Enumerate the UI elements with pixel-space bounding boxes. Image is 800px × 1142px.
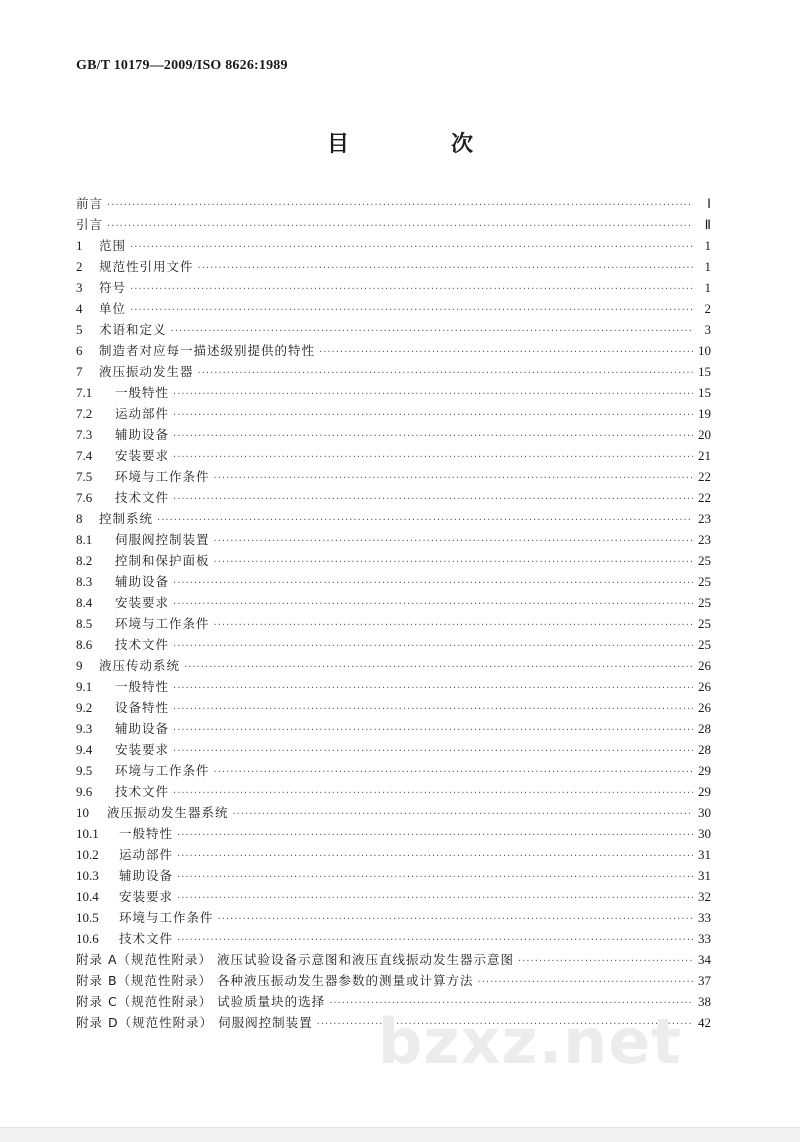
toc-entry[interactable] <box>76 760 711 781</box>
toc-leader-dots <box>177 846 693 867</box>
toc-leader-dots <box>177 825 693 846</box>
toc-leader-dots <box>233 804 693 825</box>
watermark: bzxz.net <box>378 1005 682 1078</box>
toc-entry-page: 25 <box>698 595 711 610</box>
toc-entry[interactable] <box>76 424 711 445</box>
toc-entry-number: 7.2 <box>76 406 93 421</box>
toc-entry[interactable] <box>76 823 711 844</box>
toc-entry-title: 运动部件 <box>115 406 170 421</box>
toc-entry-page: 25 <box>698 574 711 589</box>
toc-leader-dots <box>171 321 693 342</box>
toc-entry[interactable] <box>76 508 711 529</box>
toc-entry[interactable] <box>76 802 711 823</box>
toc-entry[interactable] <box>76 361 711 382</box>
toc-entry-title: 单位 <box>99 301 127 316</box>
toc-entry-page: 21 <box>698 448 711 463</box>
toc-entry-page: 22 <box>698 469 711 484</box>
page-bottom-edge <box>0 1127 800 1142</box>
toc-leader-dots <box>107 195 693 216</box>
toc-entry-page: 33 <box>698 910 711 925</box>
toc-leader-dots <box>173 426 693 447</box>
toc-entry[interactable] <box>76 676 711 697</box>
toc-entry[interactable] <box>76 277 711 298</box>
toc-entry-page: 37 <box>698 973 711 988</box>
toc-entry[interactable] <box>76 571 711 592</box>
toc-leader-dots <box>130 237 693 258</box>
toc-entry-page: 29 <box>698 784 711 799</box>
toc-entry[interactable] <box>76 319 711 340</box>
toc-entry-number: 9.3 <box>76 721 93 736</box>
toc-entry-page: 31 <box>698 847 711 862</box>
toc-leader-dots <box>214 762 693 783</box>
toc-entry-title: 控制系统 <box>99 511 154 526</box>
toc-entry-page: 26 <box>698 679 711 694</box>
toc-leader-dots <box>214 615 693 636</box>
toc-entry-number: 1 <box>76 238 83 253</box>
toc-entry-page: 25 <box>698 553 711 568</box>
toc-entry[interactable] <box>76 718 711 739</box>
toc-entry-title: 附录 A（规范性附录） 液压试验设备示意图和液压直线振动发生器示意图 <box>76 952 514 967</box>
toc-entry-title: 辅助设备 <box>115 427 170 442</box>
page-title: 目 次 <box>326 132 513 157</box>
toc-entry[interactable] <box>76 844 711 865</box>
toc-leader-dots <box>177 888 693 909</box>
toc-entry-title: 一般特性 <box>115 679 170 694</box>
toc-entry-page: 26 <box>698 700 711 715</box>
toc-entry-title: 安装要求 <box>119 889 174 904</box>
toc-entry-page: 28 <box>698 721 711 736</box>
toc-entry-number: 7.6 <box>76 490 93 505</box>
toc-entry-title: 安装要求 <box>115 448 170 463</box>
toc-entry-page: 19 <box>698 406 711 421</box>
toc-entry-title: 辅助设备 <box>119 868 174 883</box>
toc-leader-dots <box>184 657 693 678</box>
toc-entry-page: 23 <box>698 532 711 547</box>
toc-entry[interactable] <box>76 928 711 949</box>
toc-entry-number: 7 <box>76 364 83 379</box>
toc-leader-dots <box>319 342 693 363</box>
toc-entry-title: 符号 <box>99 280 127 295</box>
toc-entry-page: 15 <box>698 364 711 379</box>
toc-entry[interactable] <box>76 466 711 487</box>
toc-entry-title: 运动部件 <box>119 847 174 862</box>
toc-entry-page: 34 <box>698 952 711 967</box>
toc-entry-title: 液压传动系统 <box>99 658 181 673</box>
toc-entry-title: 技术文件 <box>115 784 170 799</box>
toc-leader-dots <box>173 573 693 594</box>
toc-entry[interactable] <box>76 487 711 508</box>
toc-entry-title: 设备特性 <box>115 700 170 715</box>
toc-entry-page: Ⅰ <box>707 196 711 211</box>
toc-entry[interactable] <box>76 235 711 256</box>
toc-leader-dots <box>173 678 693 699</box>
toc-entry-number: 4 <box>76 301 83 316</box>
table-of-contents <box>76 193 711 1033</box>
toc-entry[interactable] <box>76 382 711 403</box>
toc-entry-number: 8.2 <box>76 553 93 568</box>
toc-leader-dots <box>173 447 693 468</box>
toc-entry-number: 10.1 <box>76 826 99 841</box>
toc-entry[interactable] <box>76 298 711 319</box>
toc-leader-dots <box>107 216 693 237</box>
toc-entry[interactable] <box>76 949 711 970</box>
toc-entry[interactable] <box>76 739 711 760</box>
toc-leader-dots <box>173 384 693 405</box>
toc-entry-page: Ⅱ <box>704 217 711 232</box>
toc-entry-number: 9.1 <box>76 679 93 694</box>
toc-entry-title: 安装要求 <box>115 595 170 610</box>
toc-entry-page: 3 <box>704 322 711 337</box>
toc-entry[interactable] <box>76 340 711 361</box>
toc-entry-page: 33 <box>698 931 711 946</box>
toc-entry-title: 范围 <box>99 238 127 253</box>
toc-entry-number: 6 <box>76 343 83 358</box>
toc-entry[interactable] <box>76 781 711 802</box>
toc-entry-title: 技术文件 <box>115 490 170 505</box>
toc-leader-dots <box>214 531 693 552</box>
toc-leader-dots <box>218 909 693 930</box>
toc-leader-dots <box>173 720 693 741</box>
toc-leader-dots <box>214 552 693 573</box>
toc-leader-dots <box>478 972 693 993</box>
toc-leader-dots <box>173 741 693 762</box>
toc-entry-title: 液压振动发生器系统 <box>107 805 229 820</box>
toc-leader-dots <box>173 489 693 510</box>
toc-entry-number: 5 <box>76 322 83 337</box>
toc-entry-title: 前言 <box>76 196 104 211</box>
toc-entry[interactable] <box>76 529 711 550</box>
toc-entry-page: 26 <box>698 658 711 673</box>
toc-entry-title: 控制和保护面板 <box>115 553 210 568</box>
toc-entry-page: 23 <box>698 511 711 526</box>
toc-entry-number: 8 <box>76 511 83 526</box>
toc-entry-number: 9.6 <box>76 784 93 799</box>
toc-entry[interactable] <box>76 697 711 718</box>
toc-entry-number: 7.1 <box>76 385 93 400</box>
toc-entry-title: 辅助设备 <box>115 721 170 736</box>
toc-entry-number: 3 <box>76 280 83 295</box>
toc-leader-dots <box>198 363 693 384</box>
toc-entry-number: 9.4 <box>76 742 93 757</box>
toc-leader-dots <box>173 594 693 615</box>
toc-leader-dots <box>130 279 693 300</box>
toc-entry-title: 辅助设备 <box>115 574 170 589</box>
toc-entry-number: 10 <box>76 805 89 820</box>
toc-leader-dots <box>518 951 693 972</box>
toc-entry-title: 安装要求 <box>115 742 170 757</box>
toc-entry-page: 25 <box>698 616 711 631</box>
toc-leader-dots <box>173 405 693 426</box>
toc-entry-title: 环境与工作条件 <box>119 910 214 925</box>
toc-leader-dots <box>157 510 693 531</box>
toc-entry-number: 7.5 <box>76 469 93 484</box>
toc-leader-dots <box>177 867 693 888</box>
toc-entry-title: 技术文件 <box>115 637 170 652</box>
toc-entry-page: 10 <box>698 343 711 358</box>
toc-entry-title: 液压振动发生器 <box>99 364 194 379</box>
toc-leader-dots <box>173 699 693 720</box>
toc-entry[interactable] <box>76 214 711 235</box>
toc-entry-number: 10.4 <box>76 889 99 904</box>
toc-entry[interactable] <box>76 193 711 214</box>
toc-entry-title: 引言 <box>76 217 104 232</box>
toc-leader-dots <box>173 636 693 657</box>
toc-entry-page: 30 <box>698 805 711 820</box>
toc-entry-page: 1 <box>704 259 711 274</box>
toc-entry[interactable] <box>76 403 711 424</box>
toc-entry[interactable] <box>76 445 711 466</box>
toc-entry-number: 8.5 <box>76 616 93 631</box>
toc-entry-title: 附录 B（规范性附录） 各种液压振动发生器参数的测量或计算方法 <box>76 973 474 988</box>
toc-entry-page: 1 <box>704 238 711 253</box>
toc-entry-page: 20 <box>698 427 711 442</box>
toc-entry-page: 32 <box>698 889 711 904</box>
toc-entry-number: 8.4 <box>76 595 93 610</box>
toc-leader-dots <box>173 783 693 804</box>
toc-entry-page: 31 <box>698 868 711 883</box>
toc-entry-number: 9.5 <box>76 763 93 778</box>
toc-entry-page: 28 <box>698 742 711 757</box>
toc-entry-page: 1 <box>704 280 711 295</box>
toc-entry-number: 2 <box>76 259 83 274</box>
toc-entry[interactable] <box>76 256 711 277</box>
toc-entry-title: 附录 C（规范性附录） 试验质量块的选择 <box>76 994 326 1009</box>
toc-entry-title: 环境与工作条件 <box>115 763 210 778</box>
toc-entry-page: 15 <box>698 385 711 400</box>
toc-entry-number: 10.2 <box>76 847 99 862</box>
toc-leader-dots <box>130 300 693 321</box>
toc-entry-page: 22 <box>698 490 711 505</box>
standard-code: GB/T 10179—2009/ISO 8626:1989 <box>76 58 288 73</box>
toc-entry-title: 术语和定义 <box>99 322 167 337</box>
toc-entry-number: 10.6 <box>76 931 99 946</box>
toc-entry-number: 9.2 <box>76 700 93 715</box>
toc-entry[interactable] <box>76 655 711 676</box>
toc-leader-dots <box>214 468 693 489</box>
toc-entry-number: 9 <box>76 658 83 673</box>
toc-entry-title: 规范性引用文件 <box>99 259 194 274</box>
toc-entry-title: 环境与工作条件 <box>115 616 210 631</box>
toc-entry-number: 7.3 <box>76 427 93 442</box>
toc-entry-page: 25 <box>698 637 711 652</box>
toc-entry-number: 8.1 <box>76 532 93 547</box>
toc-entry-title: 一般特性 <box>119 826 174 841</box>
toc-entry[interactable] <box>76 613 711 634</box>
toc-entry-title: 一般特性 <box>115 385 170 400</box>
toc-leader-dots <box>198 258 693 279</box>
toc-entry[interactable] <box>76 970 711 991</box>
toc-entry-title: 制造者对应每一描述级别提供的特性 <box>99 343 316 358</box>
toc-entry-title: 伺服阀控制装置 <box>115 532 210 547</box>
toc-entry[interactable] <box>76 550 711 571</box>
toc-entry[interactable] <box>76 907 711 928</box>
toc-entry-page: 38 <box>698 994 711 1009</box>
toc-entry[interactable] <box>76 865 711 886</box>
toc-entry-page: 2 <box>704 301 711 316</box>
toc-entry[interactable] <box>76 634 711 655</box>
toc-entry-title: 附录 D（规范性附录） 伺服阀控制装置 <box>76 1015 313 1030</box>
toc-entry-title: 技术文件 <box>119 931 174 946</box>
toc-entry[interactable] <box>76 886 711 907</box>
toc-entry-page: 30 <box>698 826 711 841</box>
toc-entry[interactable] <box>76 592 711 613</box>
toc-entry-page: 29 <box>698 763 711 778</box>
toc-entry-title: 环境与工作条件 <box>115 469 210 484</box>
toc-leader-dots <box>177 930 693 951</box>
toc-entry-number: 10.3 <box>76 868 99 883</box>
toc-entry-number: 10.5 <box>76 910 99 925</box>
toc-entry-page: 42 <box>698 1015 711 1030</box>
toc-entry-number: 7.4 <box>76 448 93 463</box>
toc-entry-number: 8.3 <box>76 574 93 589</box>
toc-entry-number: 8.6 <box>76 637 93 652</box>
